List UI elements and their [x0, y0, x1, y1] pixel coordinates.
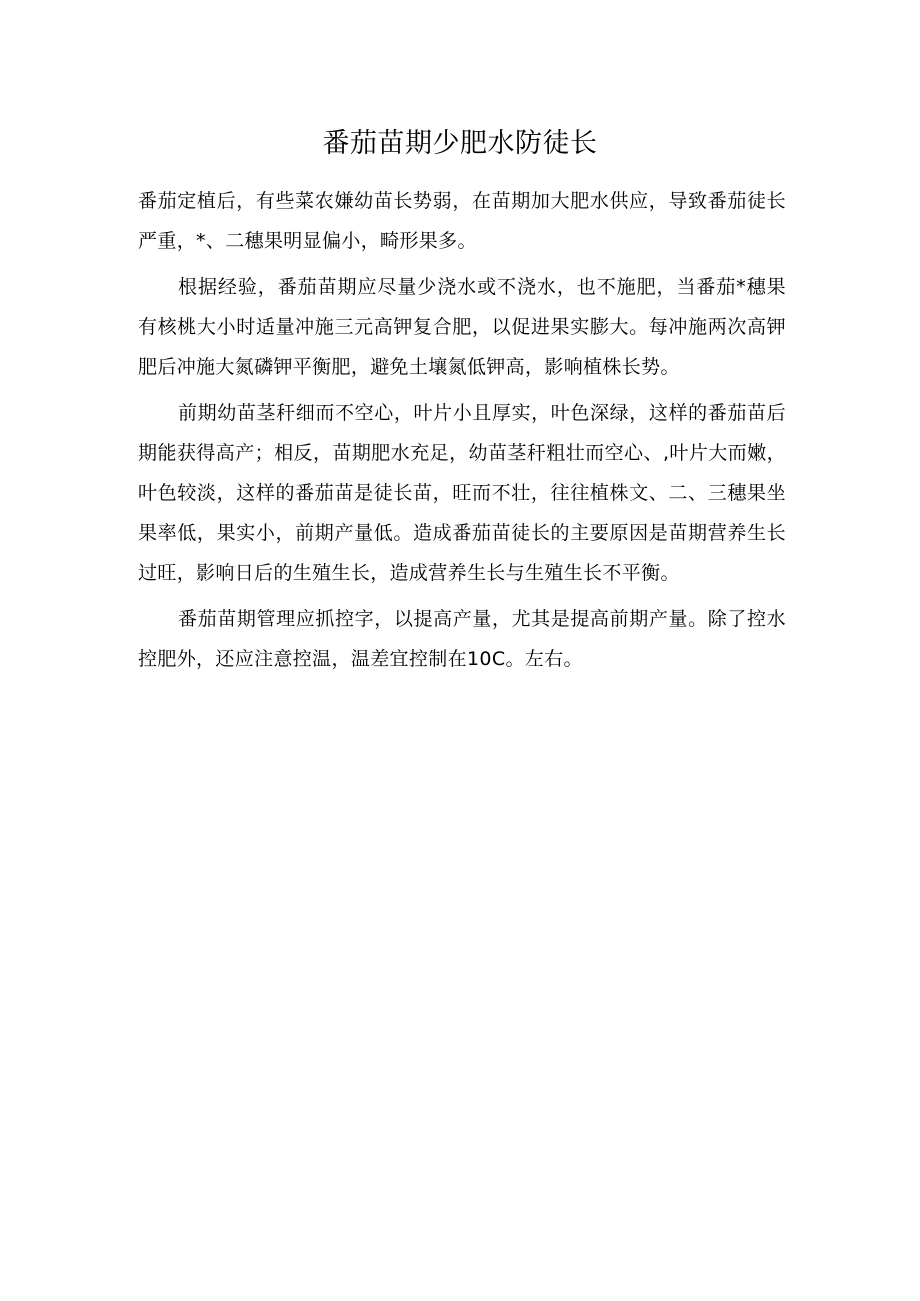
paragraph-4: 番茄苗期管理应抓控字，以提高产量，尤其是提高前期产量。除了控水控肥外，还应注意控温，温差宜控制在10C。左右。 [138, 608, 786, 670]
document-title: 番茄苗期少肥水防徒长 [322, 128, 598, 159]
paragraph-2: 根据经验，番茄苗期应尽量少浇水或不浇水，也不施肥，当番茄*穗果有核桃大小时适量冲施三元高钾复合肥，以促进果实膨大。每冲施两次高钾肥后冲施大氮磷钾平衡肥，避免土壤氮低钾高，影响植株长势。 [138, 276, 786, 378]
paragraph-1: 番茄定植后，有些菜农嫌幼苗长势弱，在苗期加大肥水供应，导致番茄徒长严重，*、二穗果明显偏小，畸形果多。 [138, 190, 786, 252]
document-body [138, 181, 786, 685]
paragraph-3: 前期幼苗茎秆细而不空心，叶片小且厚实，叶色深绿，这样的番茄苗后期能获得高产；相反，苗期肥水充足，幼苗茎秆粗壮而空心、,叶片大而嫩，叶色较淡，这样的番茄苗是徒长苗，旺而不壮，往往植株文、二、三穗果坐果率低，果实小，前期产量低。造成番茄苗徒长的主要原因是苗期营养生长过旺，影响日后的生殖生长，造成营养生长与生殖生长不平衡。 [138, 402, 786, 584]
